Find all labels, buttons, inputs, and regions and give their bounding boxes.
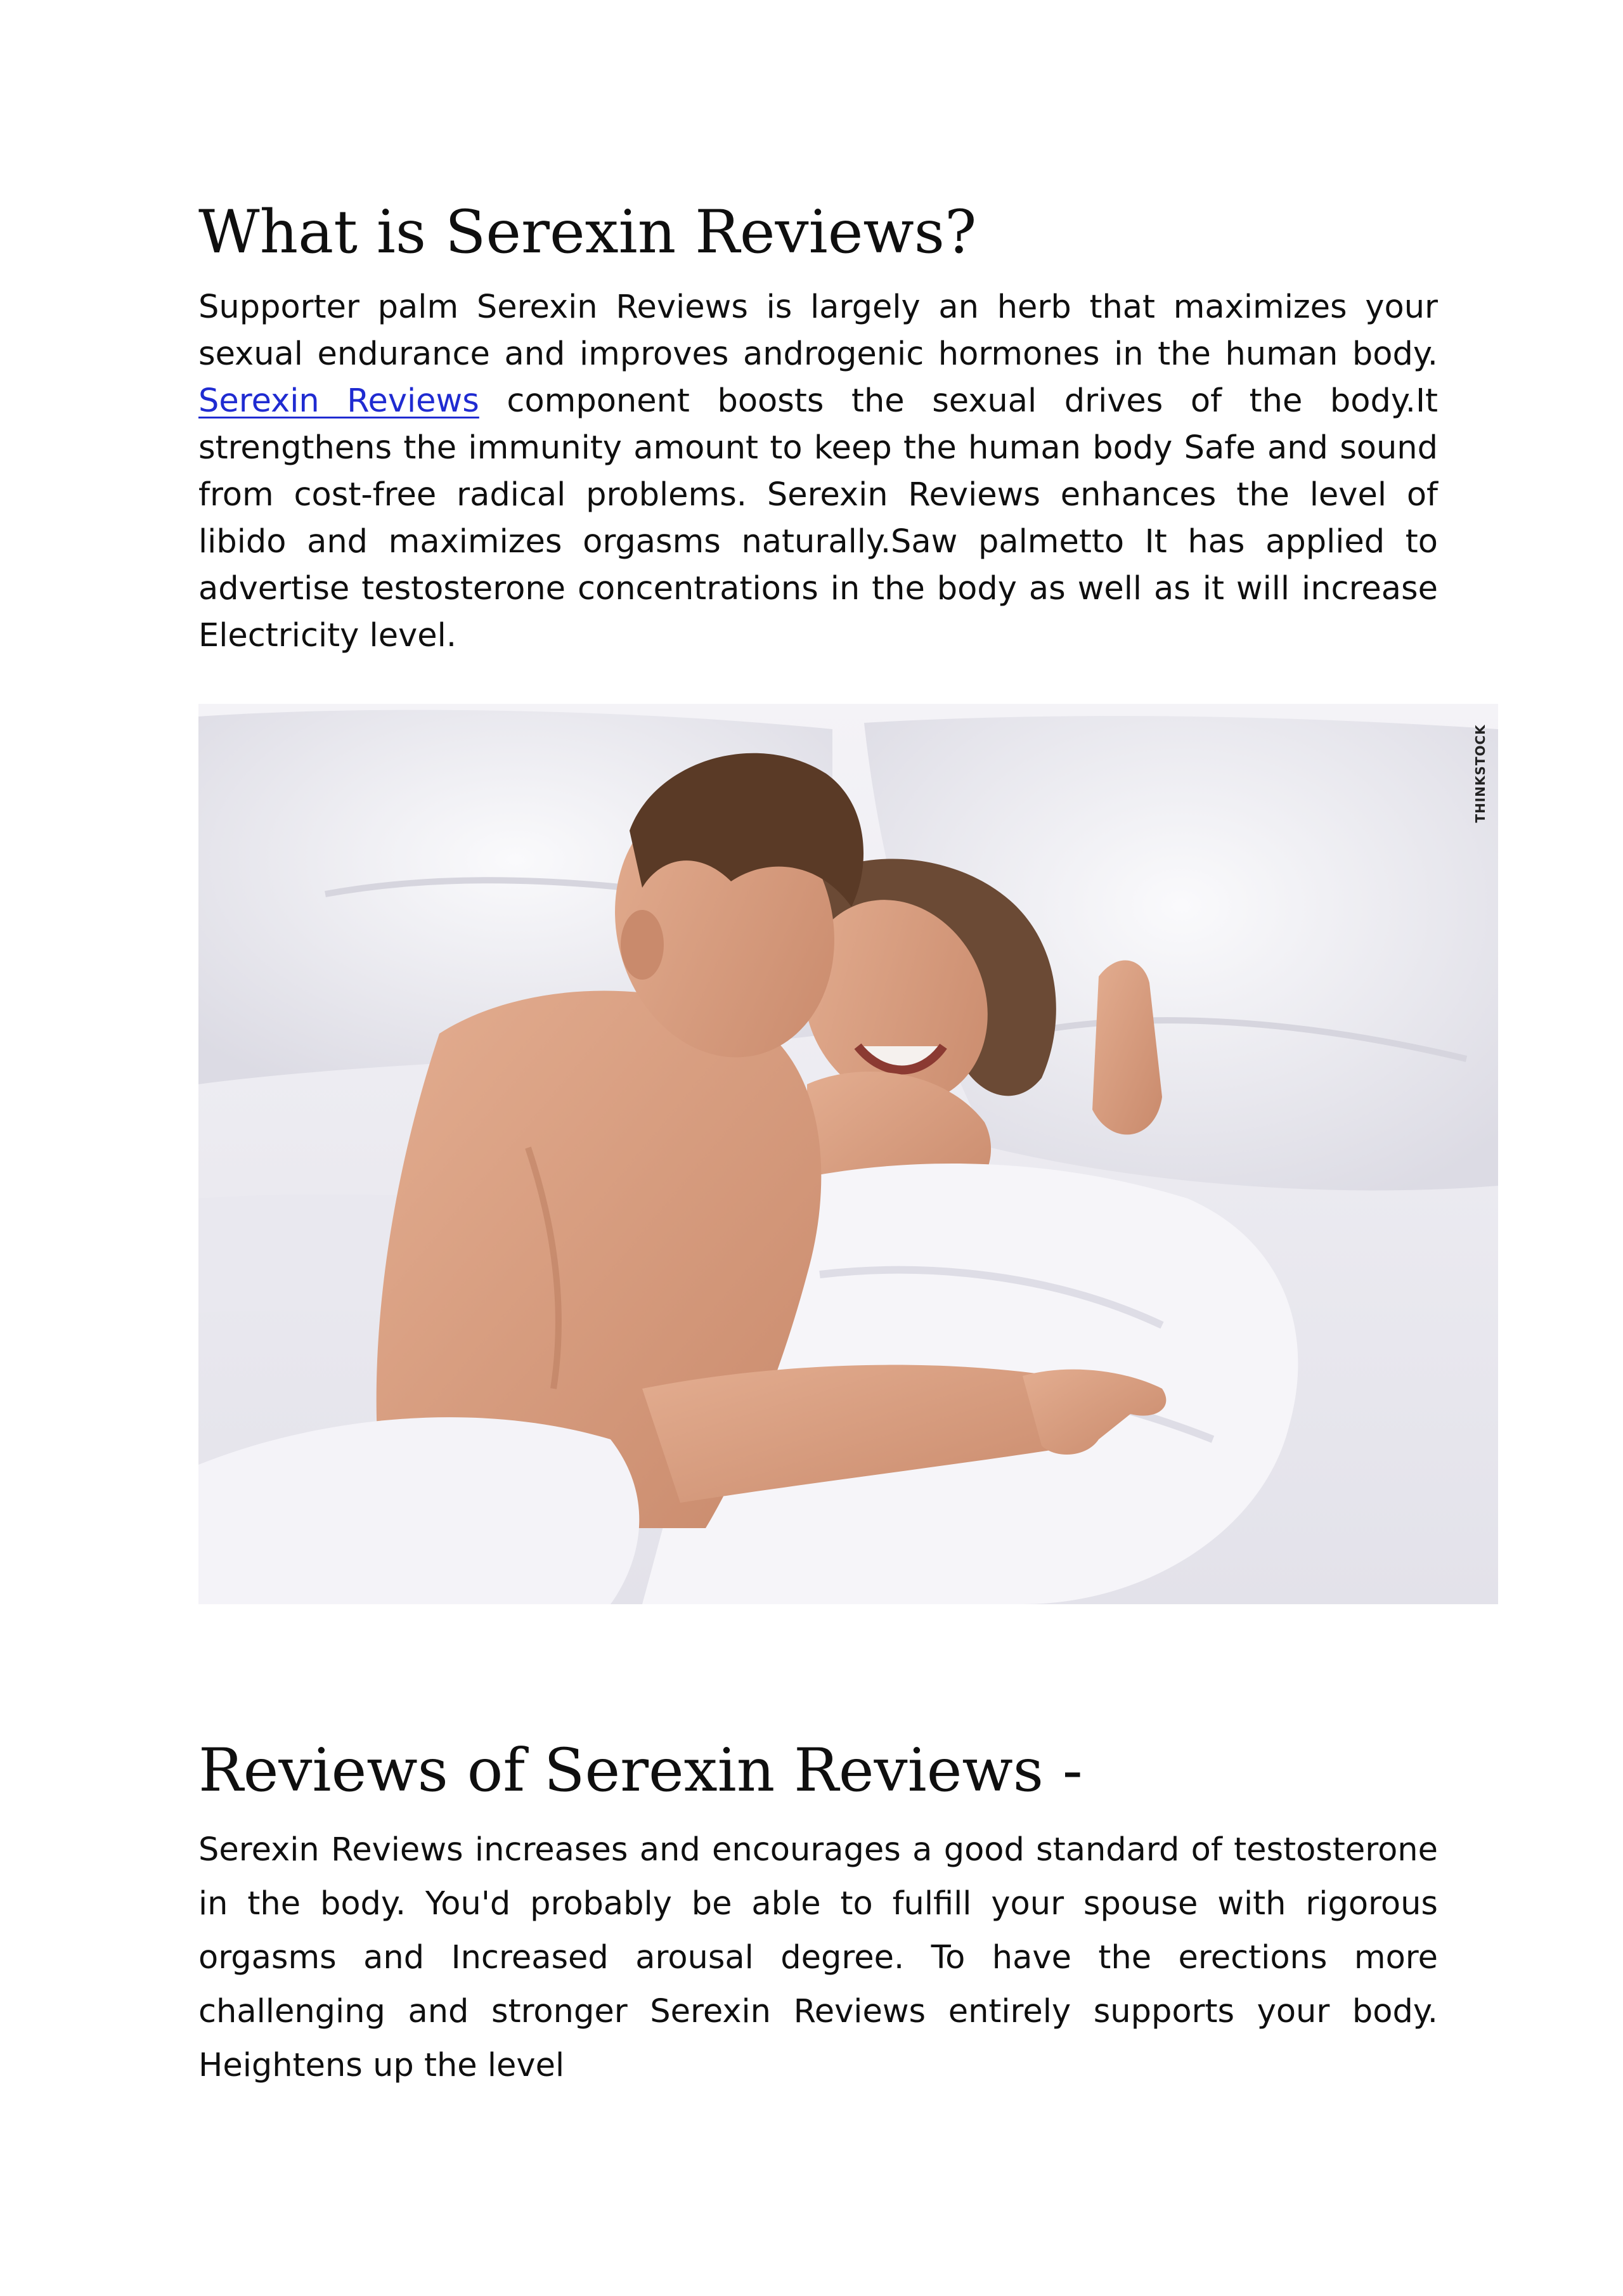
section-what-is xyxy=(198,198,1438,268)
serexin-reviews-link[interactable]: Serexin Reviews xyxy=(198,382,479,420)
section-what-is-body xyxy=(198,284,1438,659)
couple-photo-illustration xyxy=(198,704,1498,1604)
sheet-bottom xyxy=(198,1417,639,1604)
section-heading-what-is: What is Serexin Reviews? xyxy=(198,198,977,267)
intro-text-before-link: Supporter palm Serexin Reviews is largely an herb that maximizes your sexual endurance and improves androgenic hormones in the human body. xyxy=(198,289,1438,373)
intro-paragraph xyxy=(198,284,1438,659)
couple-photo xyxy=(198,704,1498,1604)
section-heading-reviews: Reviews of Serexin Reviews - xyxy=(198,1736,1083,1805)
reviews-paragraph: Serexin Reviews increases and encourages a good standard of testosterone in the body. You'd probably be able to fulfill your spouse with rigorous orgasms and Increased arousal degree. To have the erections more challenging and stronger Serexin Reviews entirely supports your body. Heightens up the level xyxy=(198,1831,1438,2084)
watermark-text: THINKSTOCK xyxy=(1473,724,1488,823)
section-reviews xyxy=(198,1736,1438,1806)
watermark xyxy=(1468,710,1493,837)
section-reviews-body xyxy=(198,1823,1438,2092)
intro-text-after-link: component boosts the sexual drives of the body.It strengthens the immunity amount to keep the human body Safe and sound from cost-free radical problems. Serexin Reviews enhances the level of libido and maximizes orgasms naturally.Saw palmetto It has applied to advertise testosterone concentrations in the body as well as it will increase Electricity level. xyxy=(198,382,1438,654)
